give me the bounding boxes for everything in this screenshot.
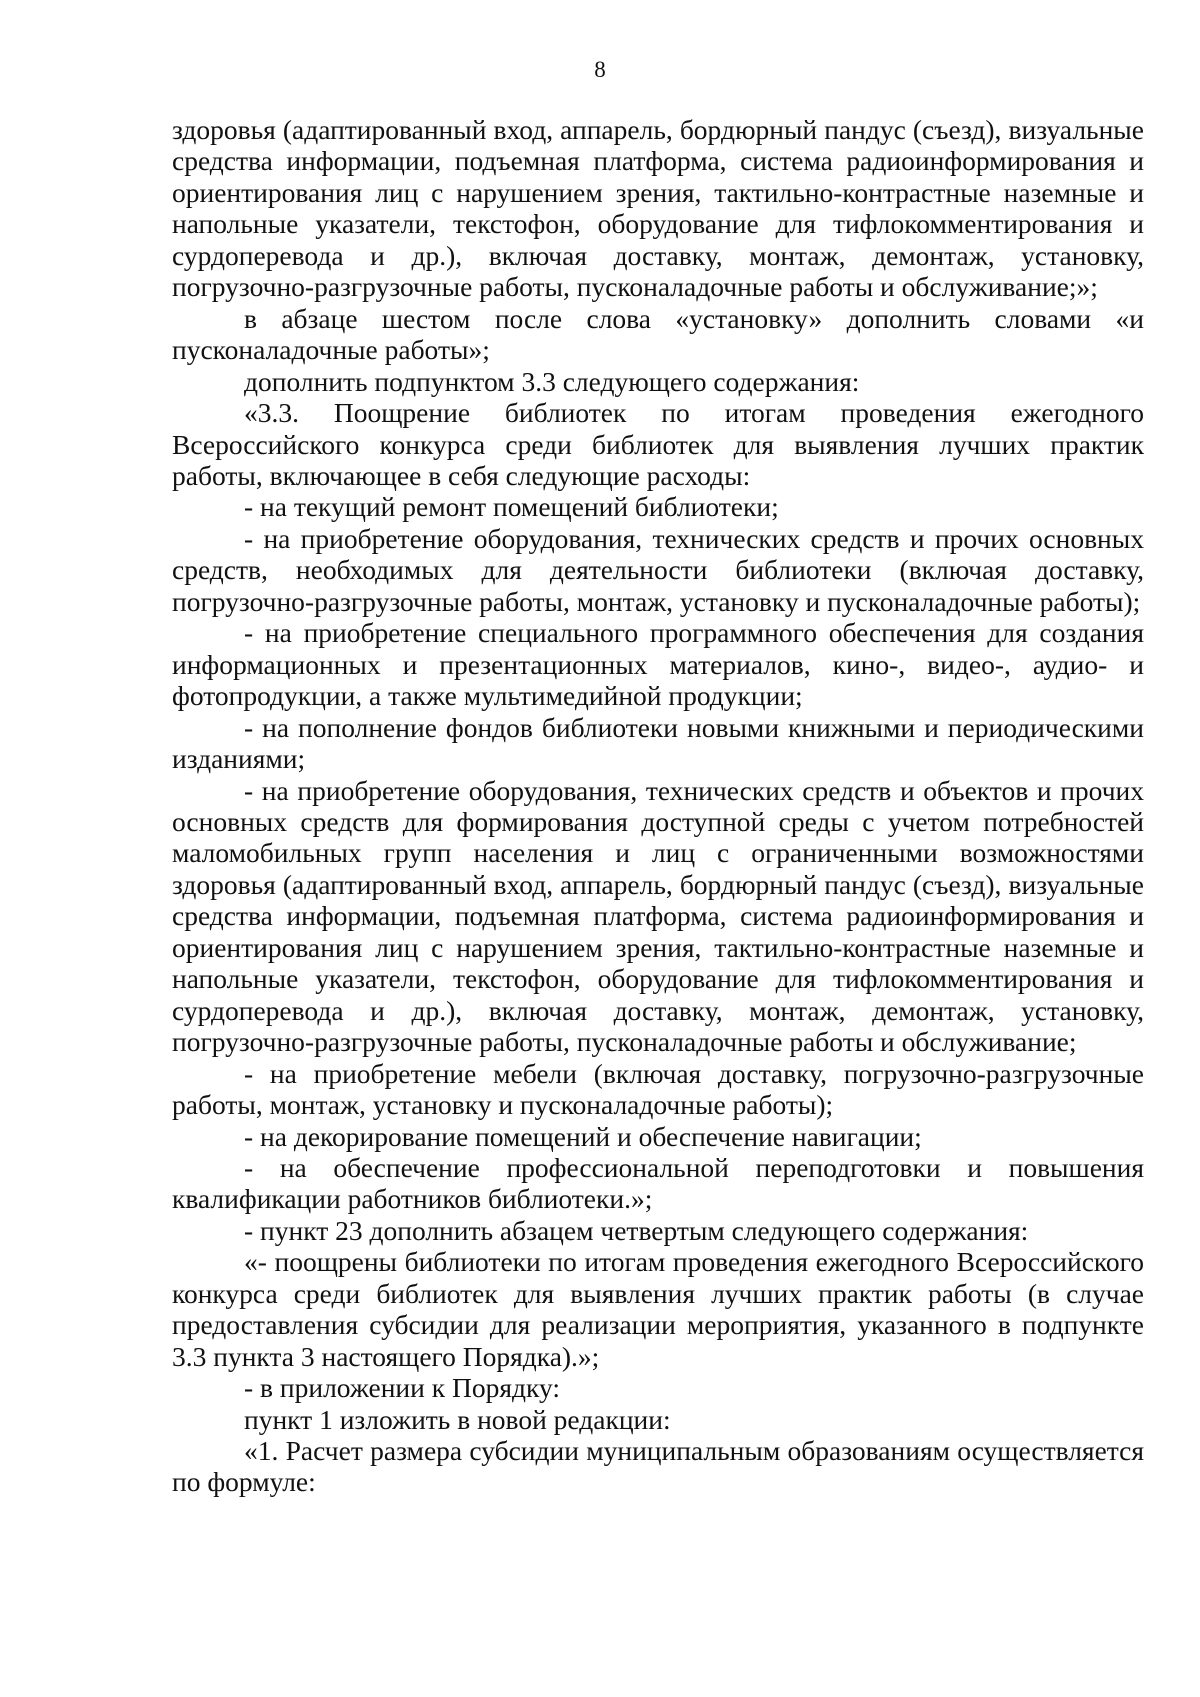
paragraph: - пункт 23 дополнить абзацем четвертым следующего содержания: — [244, 1214, 1029, 1246]
list-item: - на пополнение фондов библиотеки новыми книжными и периодическими изданиями; — [172, 711, 1144, 775]
paragraph: пункт 1 изложить в новой редакции: — [244, 1403, 671, 1435]
paragraph: «1. Расчет размера субсидии муниципальным образованиям осуществляется по формуле: — [172, 1435, 1144, 1498]
paragraph: дополнить подпунктом 3.3 следующего содержания: — [244, 365, 860, 397]
list-item: - на обеспечение профессиональной переподготовки и повышения квалификации работников библиотеки.»; — [172, 1151, 1144, 1215]
paragraph: «3.3. Поощрение библиотек по итогам проведения ежегодного Всероссийского конкурса среди библиотек для выявления лучших практик работы, включающее в себя следующие расходы: — [172, 397, 1144, 491]
paragraph: «- поощрены библиотеки по итогам проведения ежегодного Всероссийского конкурса среди библиотек для выявления лучших практик работы (в случае предоставления субсидии для реализации мероприятия, указанного в подпункте 3.3 пункта 3 настоящего Порядка).»; — [172, 1246, 1144, 1372]
list-item: - на приобретение оборудования, технических средств и объектов и прочих основных средств для формирования доступной среды с учетом потребностей маломобильных групп населения и лиц с ограниченными возможностями здоровья (адаптированный вход, аппарель, бордюрный пандус (съезд), визуальные средства информации, подъемная платформа, система радиоинформирования и ориентирования лиц с нарушением зрения, тактильно-контрастные наземные и напольные указатели, текстофон, оборудование для тифлокомментирования и сурдоперевода и др.), включая доставку, монтаж, демонтаж, установку, погрузочно-разгрузочные работы, пусконаладочные работы и обслуживание; — [172, 774, 1144, 1058]
list-item: - на приобретение оборудования, технических средств и прочих основных средств, необходимых для деятельности библиотеки (включая доставку, погрузочно-разгрузочные работы, монтаж, установку и пусконаладочные работы); — [172, 522, 1144, 617]
page-number: 8 — [594, 57, 606, 82]
paragraph: в абзаце шестом после слова «установку» дополнить словами «и пусконаладочные работы»; — [172, 302, 1144, 366]
paragraph: - в приложении к Порядку: — [244, 1372, 560, 1404]
list-item: - на текущий ремонт помещений библиотеки; — [244, 491, 779, 523]
list-item: - на приобретение мебели (включая доставку, погрузочно-разгрузочные работы, монтаж, установку и пусконаладочные работы); — [172, 1057, 1144, 1121]
document-body — [172, 114, 1144, 1498]
list-item: - на приобретение специального программного обеспечения для создания информационных и презентационных материалов, кино-, видео-, аудио- и фотопродукции, а также мультимедийной продукции; — [172, 617, 1144, 712]
list-item: - на декорирование помещений и обеспечение навигации; — [244, 1120, 922, 1152]
paragraph: здоровья (адаптированный вход, аппарель, бордюрный пандус (съезд), визуальные средства информации, подъемная платформа, система радиоинформирования и ориентирования лиц с нарушением зрения, тактильно-контрастные наземные и напольные указатели, текстофон, оборудование для тифлокомментирования и сурдоперевода и др.), включая доставку, монтаж, демонтаж, установку, погрузочно-разгрузочные работы, пусконаладочные работы и обслуживание;»; — [172, 114, 1144, 303]
